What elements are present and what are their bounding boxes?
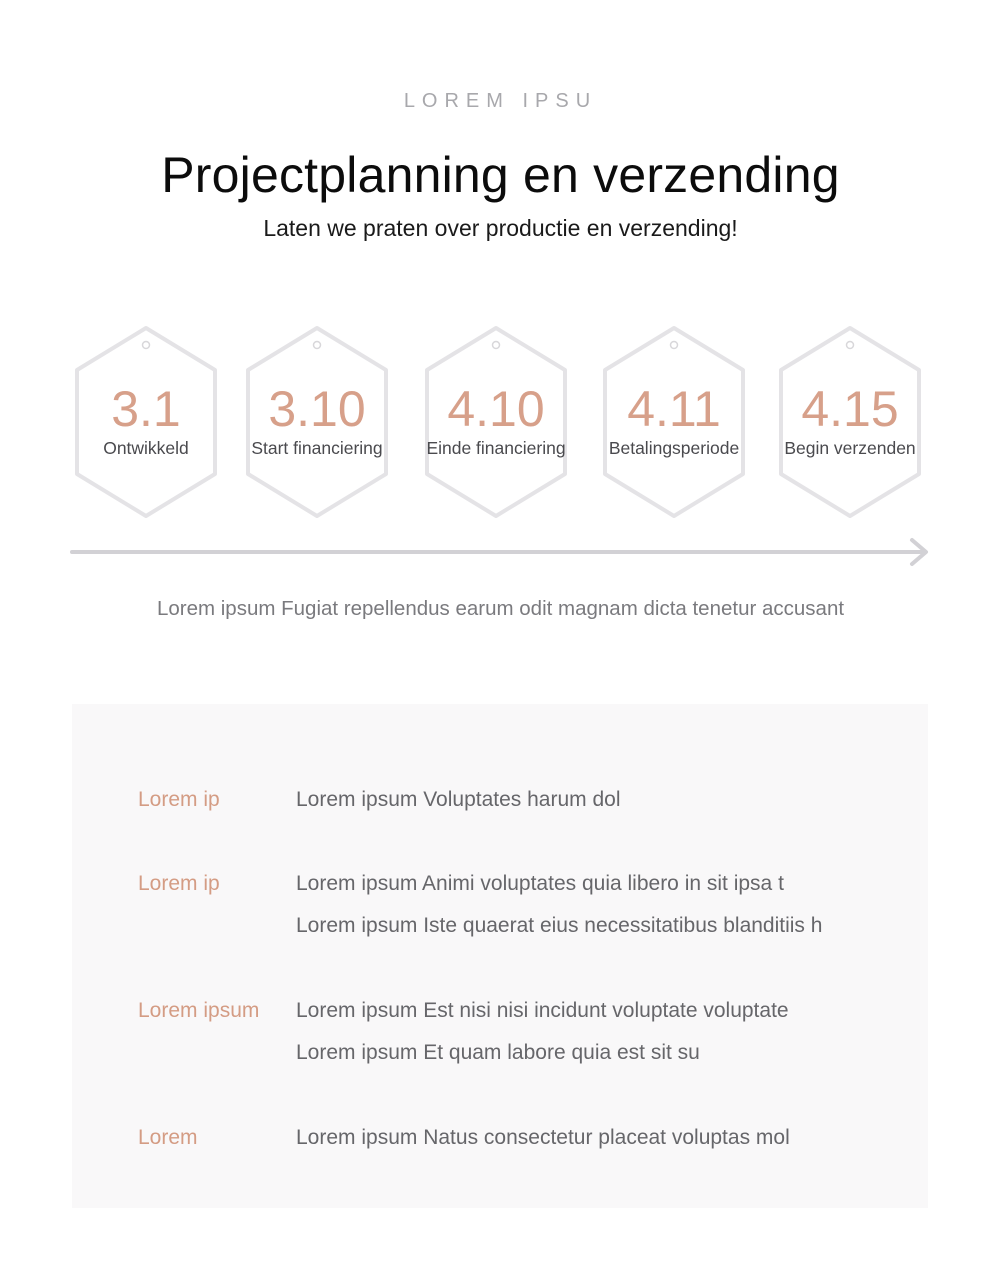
detail-line: Lorem ipsum Natus consectetur placeat voluptas mol (296, 1126, 790, 1149)
milestone-value: 4.10 (447, 381, 545, 437)
milestone-value: 3.10 (268, 381, 366, 437)
page-subtitle: Laten we praten over productie en verzending! (263, 215, 738, 241)
detail-line: Lorem ipsum Est nisi nisi incidunt voluptate voluptate (296, 999, 789, 1022)
detail-key: Lorem (138, 1126, 198, 1149)
detail-line: Lorem ipsum Voluptates harum dol (296, 788, 621, 811)
milestone-hexagon (599, 324, 749, 520)
detail-line: Lorem ipsum Et quam labore quia est sit su (296, 1041, 700, 1064)
detail-key: Lorem ip (138, 872, 220, 895)
detail-line: Lorem ipsum Animi voluptates quia libero in sit ipsa t (296, 872, 784, 895)
milestone-label: Einde financiering (426, 438, 566, 458)
milestone-label: Betalingsperiode (608, 438, 740, 458)
timeline-caption: Lorem ipsum Fugiat repellendus earum odit magnam dicta tenetur accusant (156, 597, 845, 620)
page-title: Projectplanning en verzending (161, 147, 840, 203)
milestone-hexagon (71, 324, 221, 520)
milestone-value: 4.15 (801, 381, 899, 437)
detail-key: Lorem ipsum (138, 999, 260, 1022)
milestone-hexagon (421, 324, 571, 520)
milestone-value: 3.1 (111, 381, 181, 437)
detail-line: Lorem ipsum Iste quaerat eius necessitatibus blanditiis h (296, 914, 823, 937)
timeline-arrow-icon (70, 536, 932, 570)
milestone-label: Start financiering (251, 438, 383, 458)
milestone-hexagon (242, 324, 392, 520)
milestone-label: Begin verzenden (784, 438, 916, 458)
milestone-label: Ontwikkeld (103, 438, 189, 458)
eyebrow-label: LOREM IPSU (403, 90, 598, 112)
detail-key: Lorem ip (138, 788, 220, 811)
milestone-hexagon (775, 324, 925, 520)
milestone-value: 4.11 (627, 381, 721, 437)
